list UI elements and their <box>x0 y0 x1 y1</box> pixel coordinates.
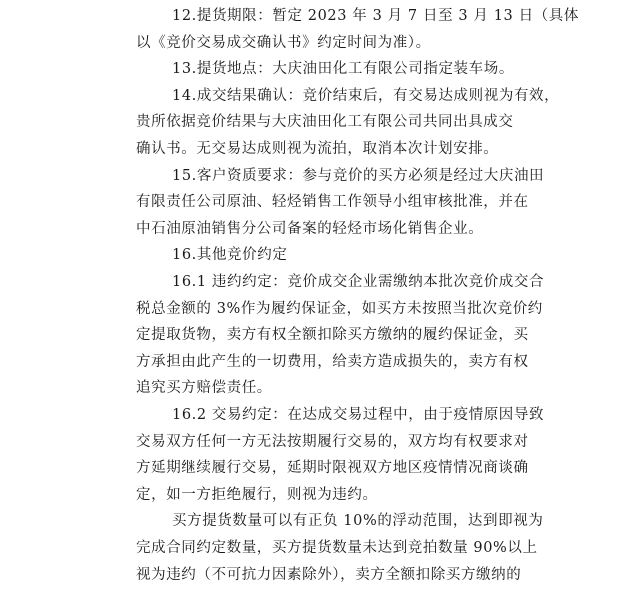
text-line: 交易双方任何一方无法按期履行交易的，双方均有权要求对 <box>136 433 529 450</box>
text-line: 完成合同约定数量，买方提货数量未达到竞拍数量 90%以上 <box>136 540 538 556</box>
text-line: 14.成交结果确认：竞价结束后，有交易达成则视为有效， <box>172 87 560 104</box>
text-line: 15.客户资质要求：参与竞价的买方必须是经过大庆油田 <box>172 167 545 184</box>
text-line: 方承担由此产生的一切费用，给卖方造成损失的，卖方有权 <box>136 353 529 370</box>
text-line: 16.2 交易约定：在达成交易过程中，由于疫情原因导致 <box>172 407 545 423</box>
text-line: 16.1 违约约定：竞价成交企业需缴纳本批次竞价成交合 <box>172 274 545 290</box>
text-line: 12.提货期限：暂定 2023 年 3 月 7 日至 3 月 13 日（具体 <box>172 8 579 24</box>
text-line: 13.提货地点：大庆油田化工有限公司指定装车场。 <box>172 61 514 78</box>
text-line: 税总金额的 3%作为履约保证金，如买方未按照当批次竞价约 <box>136 300 543 317</box>
text-line: 定提取货物，卖方有权全额扣除买方缴纳的履约保证金，买 <box>136 327 529 344</box>
text-line: 追究买方赔偿责任。 <box>136 380 272 397</box>
text-line: 视为违约（不可抗力因素除外），卖方全额扣除买方缴纳的 <box>136 566 522 583</box>
text-line: 以《竞价交易成交确认书》约定时间为准）。 <box>136 34 431 51</box>
text-line: 方延期继续履行交易，延期时限视双方地区疫情情况商谈确 <box>136 460 529 477</box>
text-line: 有限责任公司原油、轻烃销售工作领导小组审核批准，并在 <box>136 194 529 211</box>
text-line: 中石油原油销售分公司备案的轻烃市场化销售企业。 <box>136 220 484 237</box>
section-heading: 16.其他竞价约定 <box>172 247 288 264</box>
text-line: 定，如一方拒绝履行，则视为违约。 <box>136 486 378 503</box>
text-line: 买方提货数量可以有正负 10%的浮动范围，达到即视为 <box>172 513 544 530</box>
text-line: 确认书。无交易达成则视为流拍，取消本次计划安排。 <box>136 141 499 157</box>
text-line: 贵所依据竞价结果与大庆油田化工有限公司共同出具成交 <box>136 114 514 131</box>
